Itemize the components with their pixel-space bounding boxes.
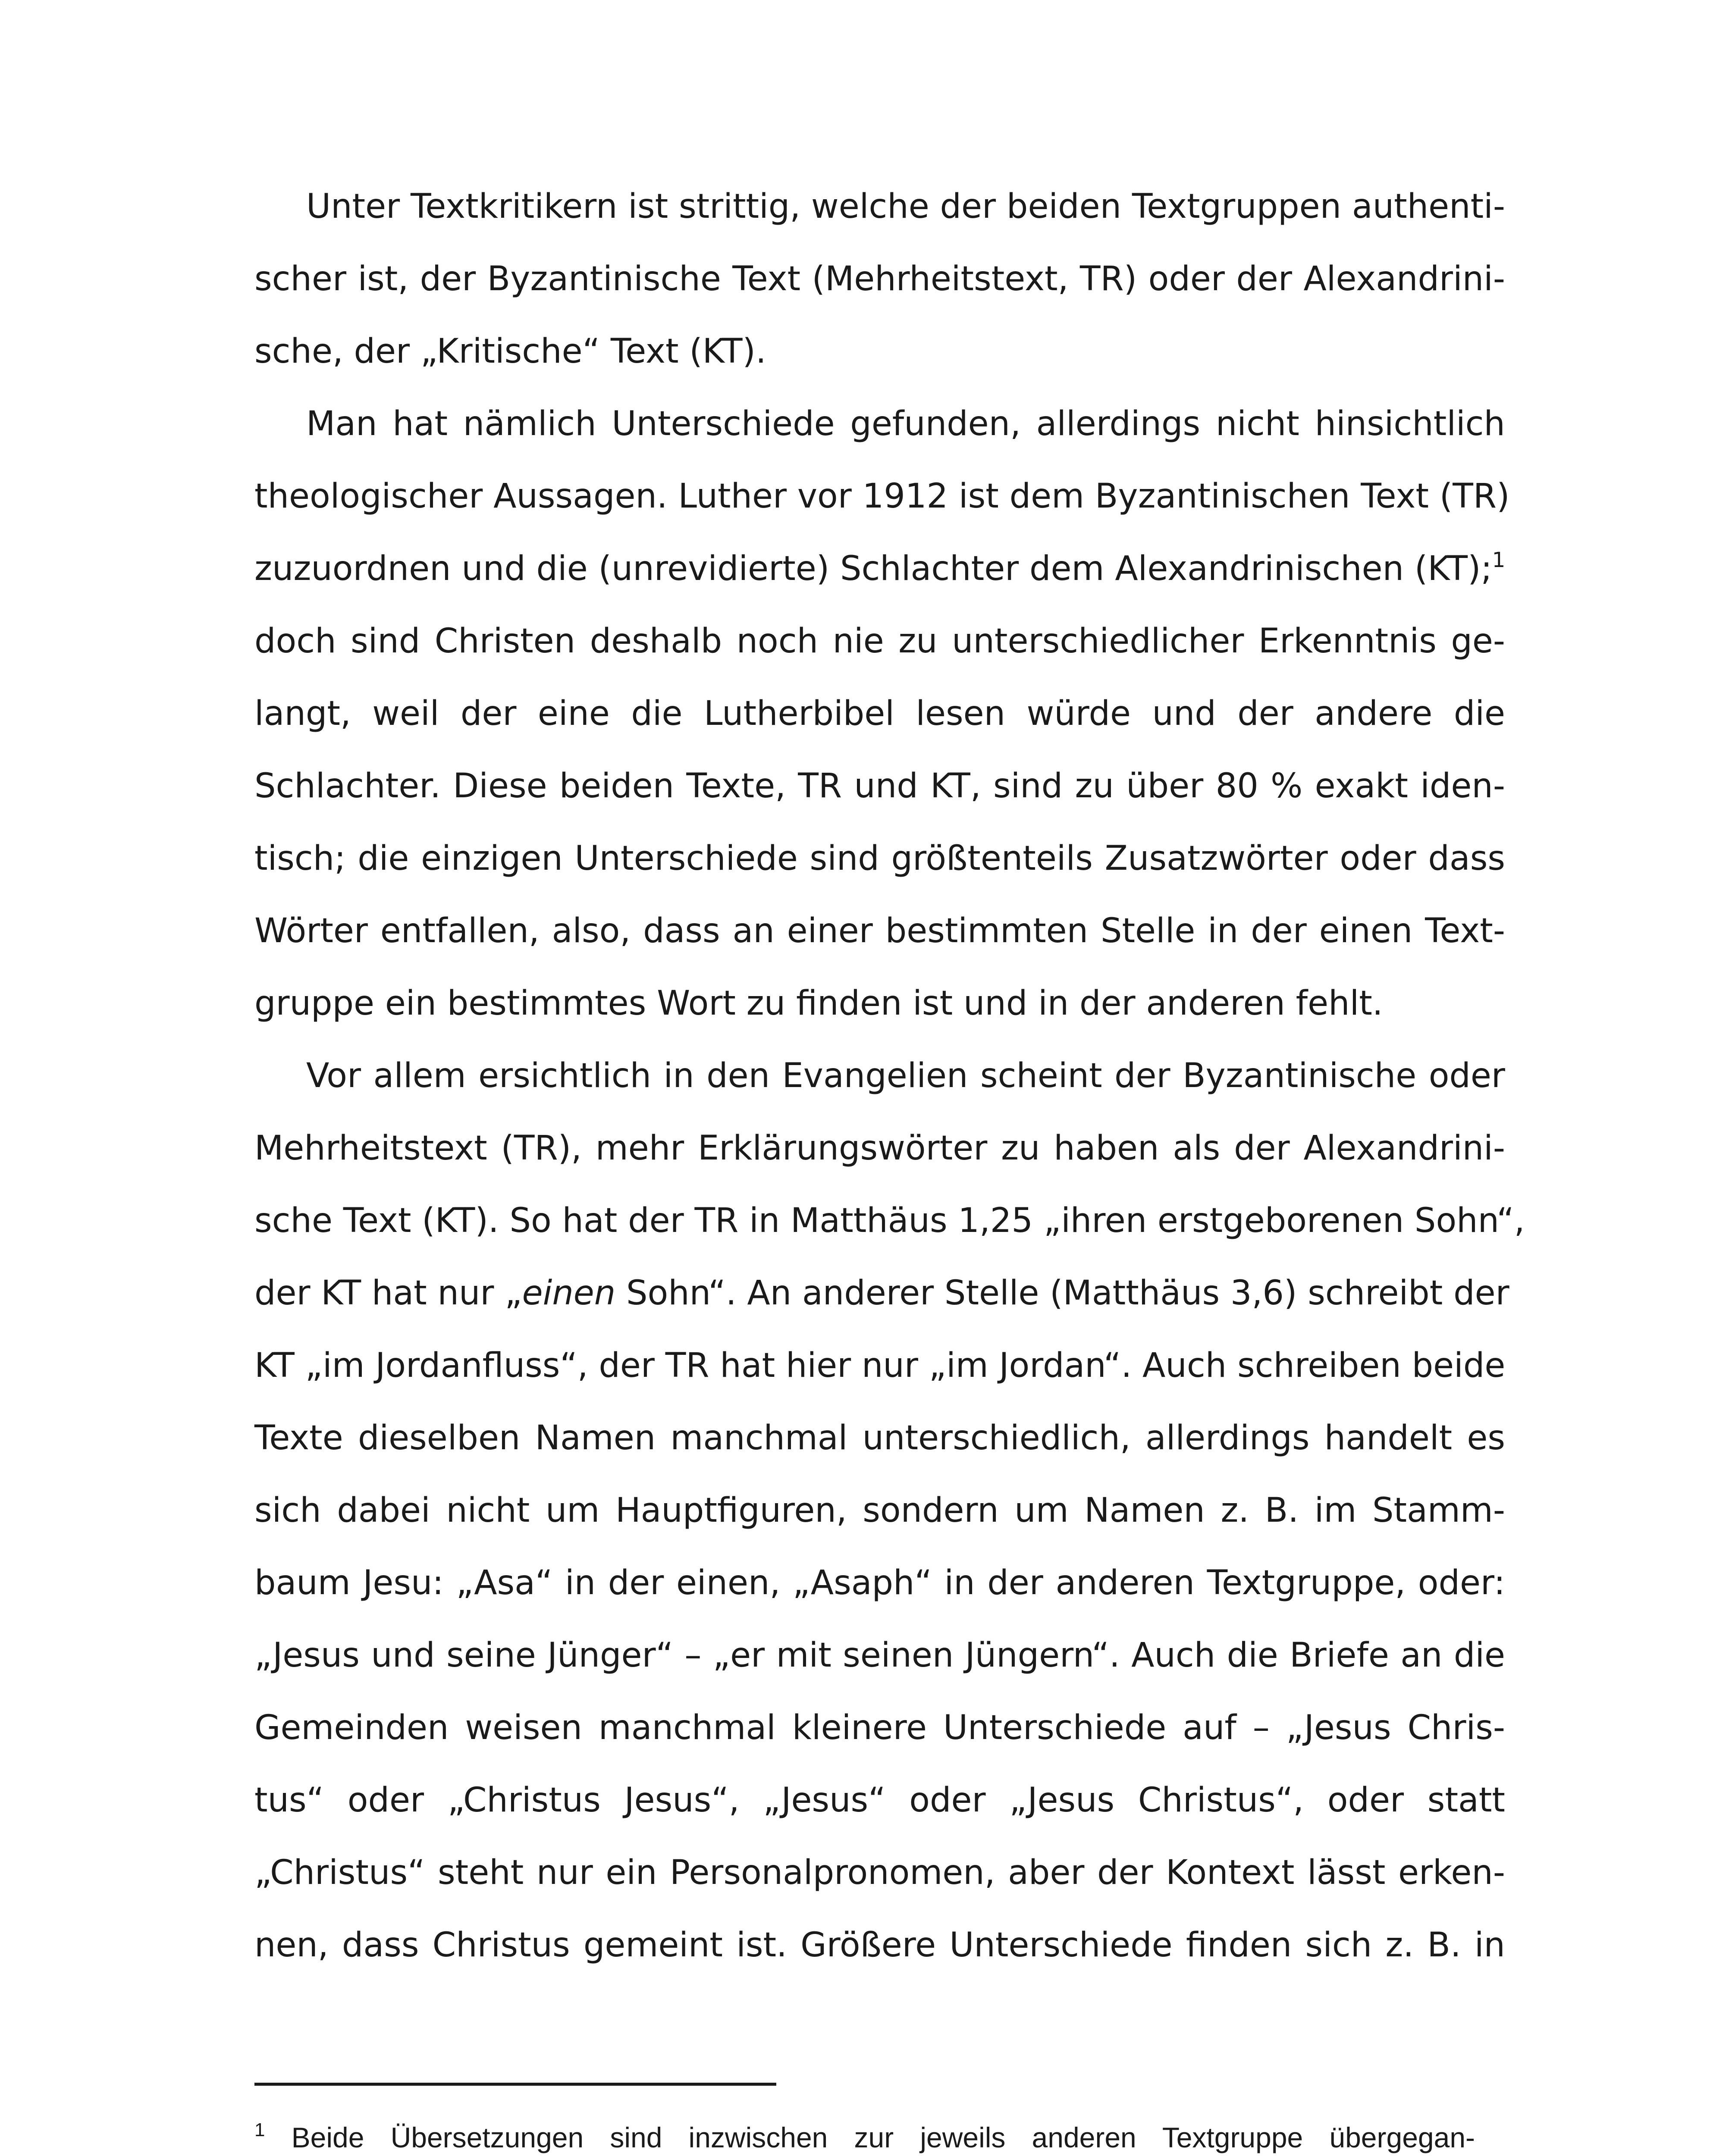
body-text — [254, 170, 1525, 1981]
footnote-line — [254, 2115, 1475, 2156]
text-line: tus“ oder „Christus Jesus“, „Jesus“ oder „Jesus Christus“, oder statt — [254, 1781, 1505, 1820]
text-line: Vor allem ersichtlich in den Evangelien scheint der Byzantinische oder — [306, 1056, 1505, 1095]
text-line: theologischer Aussagen. Luther vor 1912 ist dem Byzantinischen Text (TR) — [254, 477, 1510, 516]
text-line: „Christus“ steht nur ein Personalpronomen, aber der Kontext lässt erken- — [254, 1853, 1505, 1892]
paragraph-1 — [254, 170, 1505, 388]
text-line: Mehrheitstext (TR), mehr Erklärungswörter zu haben als der Alexandrini- — [254, 1129, 1505, 1168]
footnote-divider — [254, 2083, 776, 2086]
text-line: tisch; die einzigen Unterschiede sind größtenteils Zusatzwörter oder dass — [254, 839, 1505, 878]
text-line: „Jesus und seine Jünger“ – „er mit seinen Jüngern“. Auch die Briefe an die — [254, 1636, 1505, 1675]
text-line: scher ist, der Byzantinische Text (Mehrheitstext, TR) oder der Alexandrini- — [254, 260, 1505, 298]
paragraph-2 — [254, 388, 1510, 1040]
footnote-marker: 1 — [254, 2119, 265, 2140]
text-line: Man hat nämlich Unterschiede gefunden, allerdings nicht hinsichtlich — [306, 404, 1505, 443]
text-segment: Beide Übersetzungen sind inzwischen zur jeweils anderen Textgruppe übergegan- — [265, 2122, 1475, 2153]
text-line: doch sind Christen deshalb noch nie zu unterschiedlicher Erkenntnis ge- — [254, 622, 1505, 661]
text-line-with-emphasis — [254, 1257, 1509, 1329]
text-line: sich dabei nicht um Hauptfiguren, sondern um Namen z. B. im Stamm- — [254, 1491, 1505, 1530]
text-segment: der KT hat nur „ — [254, 1274, 522, 1313]
text-line: Unter Textkritikern ist strittig, welche der beiden Textgruppen authenti- — [306, 187, 1505, 226]
paragraph-3 — [254, 1040, 1525, 1981]
text-line: gruppe ein bestimmtes Wort zu finden ist und in der anderen fehlt. — [254, 984, 1383, 1023]
text-line: KT „im Jordanfluss“, der TR hat hier nur „im Jordan“. Auch schreiben beide — [254, 1346, 1506, 1385]
text-segment: zuzuordnen und die (unrevidierte) Schlachter dem Alexandrinischen (KT); — [254, 549, 1492, 588]
text-line: Gemeinden weisen manchmal kleinere Unterschiede auf – „Jesus Chris- — [254, 1708, 1505, 1747]
text-segment: Sohn“. An anderer Stelle (Matthäus 3,6) schreibt der — [615, 1274, 1509, 1313]
text-line: sche Text (KT). So hat der TR in Matthäus 1,25 „ihren erstgeborenen Sohn“, — [254, 1201, 1525, 1240]
emphasized-word: einen — [522, 1274, 616, 1313]
text-line-with-footnote-ref — [254, 533, 1505, 605]
text-line: Schlachter. Diese beiden Texte, TR und KT, sind zu über 80 % exakt iden- — [254, 767, 1505, 805]
text-line: baum Jesu: „Asa“ in der einen, „Asaph“ in der anderen Textgruppe, oder: — [254, 1564, 1505, 1602]
text-line: Texte dieselben Namen manchmal unterschiedlich, allerdings handelt es — [254, 1419, 1505, 1457]
text-line: nen, dass Christus gemeint ist. Größere Unterschiede finden sich z. B. in — [254, 1926, 1505, 1965]
footnote-reference[interactable]: 1 — [1492, 548, 1506, 572]
text-line: langt, weil der eine die Lutherbibel lesen würde und der andere die — [254, 694, 1505, 733]
footnote — [254, 2115, 1475, 2156]
text-line: Wörter entfallen, also, dass an einer bestimmten Stelle in der einen Text- — [254, 912, 1505, 950]
text-line: sche, der „Kritische“ Text (KT). — [254, 332, 766, 371]
